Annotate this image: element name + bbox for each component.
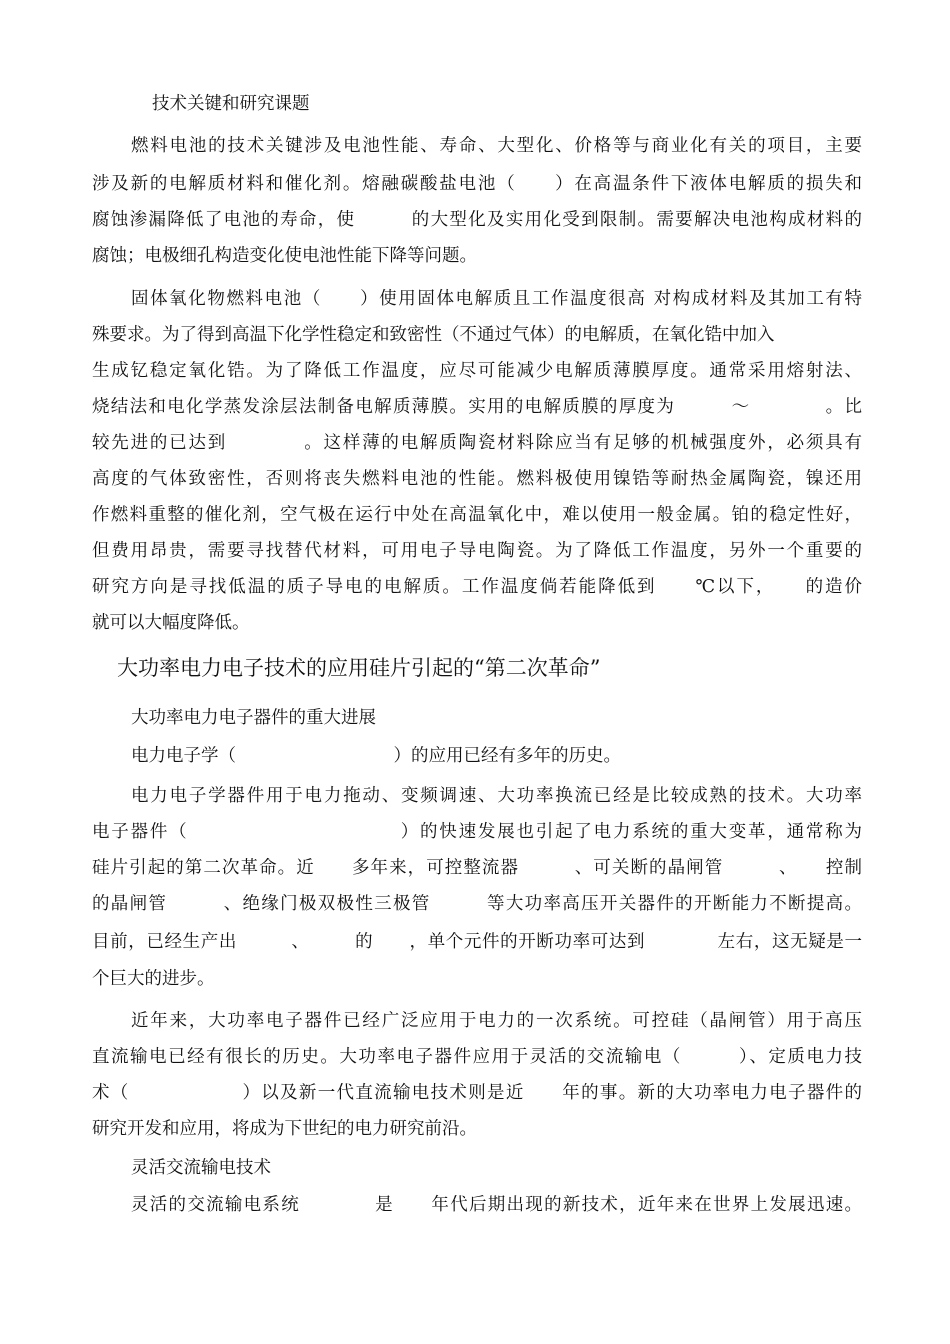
paragraph-line: 直流输电已经有很长的历史。大功率电子器件应用于灵活的交流输电（ ）、定质电力技 bbox=[92, 1047, 862, 1067]
paragraph-line: 腐蚀；电极细孔构造变化使电池性能下降等问题。 bbox=[92, 246, 477, 266]
paragraph-line: 殊要求。为了得到高温下化学性稳定和致密性（不通过气体）的电解质，在氧化锆中加入 bbox=[92, 325, 775, 345]
paragraph-line: 术（ ）以及新一代直流输电技术则是近 年的事。新的大功率电力电子器件的 bbox=[92, 1083, 862, 1103]
paragraph-line: 就可以大幅度降低。 bbox=[92, 613, 250, 633]
section-heading-facts: 灵活交流输电技术 bbox=[131, 1158, 271, 1178]
paragraph-line: 电力电子学器件用于电力拖动、变频调速、大功率换流已经是比较成熟的技术。大功率 bbox=[131, 786, 862, 806]
paragraph-line: 灵活的交流输电系统 是 年代后期出现的新技术，近年来在世界上发展迅速。 bbox=[131, 1195, 862, 1215]
section-heading-devices: 大功率电力电子器件的重大进展 bbox=[131, 708, 376, 728]
paragraph-line: 的晶闸管 、绝缘门极双极性三极管 等大功率高压开关器件的开断能力不断提高。 bbox=[92, 894, 862, 914]
paragraph-line: 硅片引起的第二次革命。近 多年来，可控整流器 、可关断的晶闸管 、 控制 bbox=[92, 858, 862, 878]
paragraph-line: 电力电子学（ ）的应用已经有多年的历史。 bbox=[131, 746, 621, 766]
paragraph-line: 固体氧化物燃料电池（ ）使用固体电解质且工作温度很高 对构成材料及其加工有特 bbox=[131, 289, 862, 309]
paragraph-line: 但费用昂贵，需要寻找替代材料，可用电子导电陶瓷。为了降低工作温度，另外一个重要的 bbox=[92, 541, 862, 561]
paragraph-line: 生成钇稳定氧化锆。为了降低工作温度，应尽可能减少电解质薄膜厚度。通常采用熔射法、 bbox=[92, 361, 862, 381]
paragraph-line: 作燃料重整的催化剂，空气极在运行中处在高温氧化中，难以使用一般金属。铂的稳定性好， bbox=[92, 505, 862, 525]
paragraph-line: 腐蚀渗漏降低了电池的寿命，使 的大型化及实用化受到限制。需要解决电池构成材料的 bbox=[92, 210, 862, 230]
paragraph-line: 燃料电池的技术关键涉及电池性能、寿命、大型化、价格等与商业化有关的项目，主要 bbox=[131, 136, 862, 156]
paragraph-line: 高度的气体致密性，否则将丧失燃料电池的性能。燃料极使用镍锆等耐热金属陶瓷，镍还用 bbox=[92, 469, 862, 489]
paragraph-line: 较先进的已达到 。这样薄的电解质陶瓷材料除应当有足够的机械强度外，必须具有 bbox=[92, 433, 862, 453]
paragraph-line: 研究方向是寻找低温的质子导电的电解质。工作温度倘若能降低到 ℃以下， 的造价 bbox=[92, 577, 862, 597]
paragraph-line: 电子器件（ ）的快速发展也引起了电力系统的重大变革，通常称为 bbox=[92, 822, 862, 842]
paragraph-line: 目前，已经生产出 、 的 ，单个元件的开断功率可达到 左右，这无疑是一 bbox=[92, 932, 862, 952]
section-heading-tech-keys: 技术关键和研究课题 bbox=[152, 94, 310, 114]
paragraph-line: 烧结法和电化学蒸发涂层法制备电解质薄膜。实用的电解质膜的厚度为 ～ 。比 bbox=[92, 397, 862, 417]
paragraph-line: 涉及新的电解质材料和催化剂。熔融碳酸盐电池（ ）在高温条件下液体电解质的损失和 bbox=[92, 174, 862, 194]
paragraph-line: 个巨大的进步。 bbox=[92, 969, 215, 989]
paragraph-line: 研究开发和应用，将成为下世纪的电力研究前沿。 bbox=[92, 1119, 477, 1139]
chapter-heading-power-electronics: 大功率电力电子技术的应用硅片引起的“第二次革命” bbox=[117, 656, 601, 680]
paragraph-line: 近年来，大功率电子器件已经广泛应用于电力的一次系统。可控硅（晶闸管）用于高压 bbox=[131, 1011, 862, 1031]
